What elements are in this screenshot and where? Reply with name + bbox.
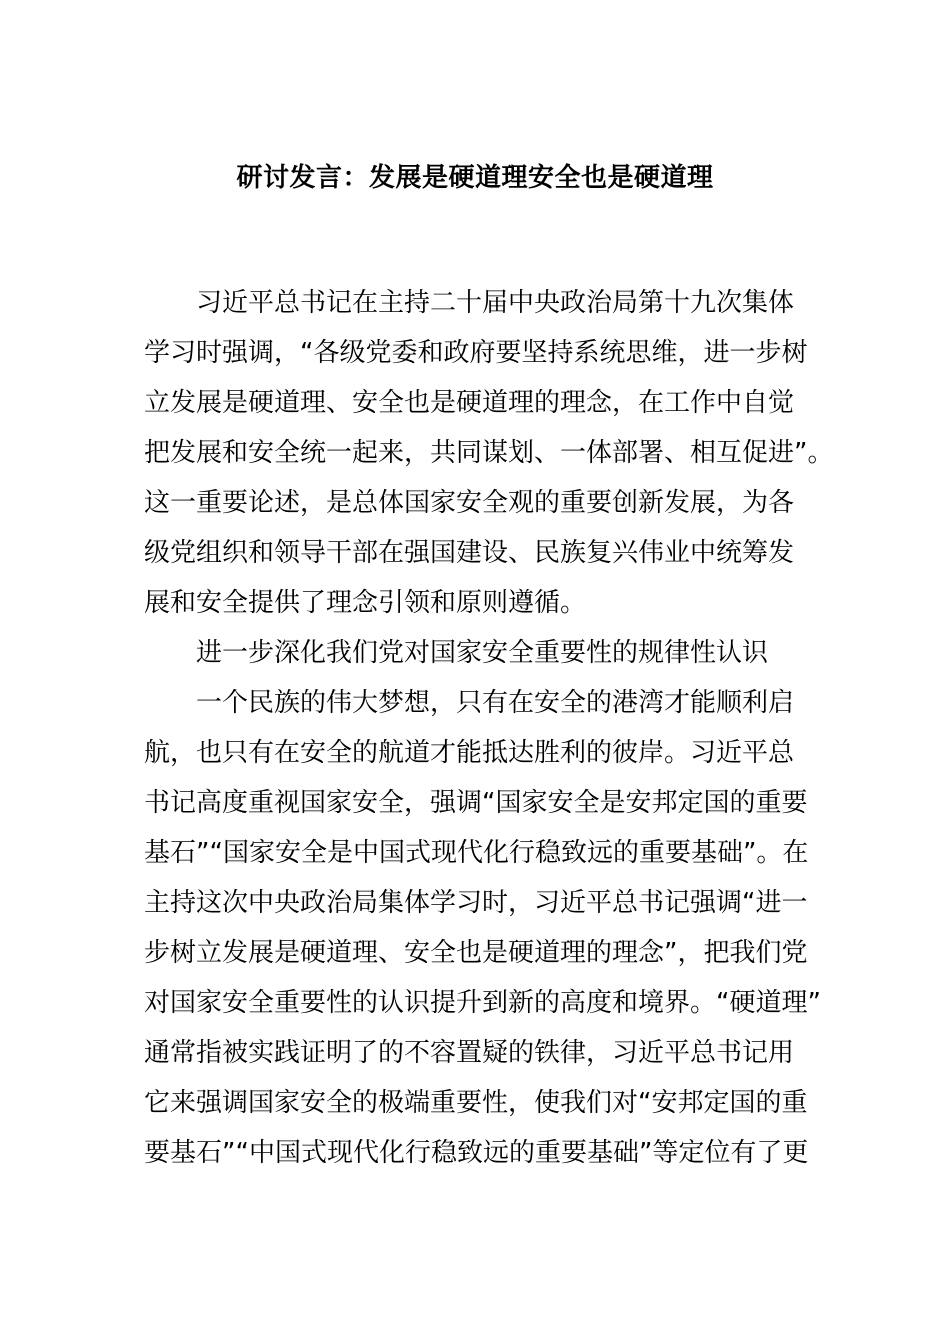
paragraph-line: 它来强调国家安全的极端重要性，使我们对“安邦定国的重 <box>144 1088 808 1118</box>
paragraph-line: 一个民族的伟大梦想，只有在安全的港湾才能顺利启 <box>196 688 795 718</box>
paragraph-line: 习近平总书记在主持二十届中央政治局第十九次集体 <box>196 288 795 318</box>
paragraph-line: 通常指被实践证明了的不容置疑的铁律，习近平总书记用 <box>144 1038 795 1068</box>
paragraph-line: 要基石”“中国式现代化行稳致远的重要基础”等定位有了更 <box>144 1138 809 1168</box>
paragraph-line: 步树立发展是硬道理、安全也是硬道理的理念”，把我们党 <box>144 938 808 968</box>
paragraph-line: 对国家安全重要性的认识提升到新的高度和境界。“硬道理” <box>144 988 821 1018</box>
paragraph-line: 基石”“国家安全是中国式现代化行稳致远的重要基础”。在 <box>144 838 809 868</box>
paragraph-line: 主持这次中央政治局集体学习时，习近平总书记强调“进一 <box>144 888 808 918</box>
paragraph-line: 这一重要论述，是总体国家安全观的重要创新发展，为各 <box>144 488 795 518</box>
paragraph-line: 立发展是硬道理、安全也是硬道理的理念，在工作中自觉 <box>144 388 795 418</box>
section-heading: 进一步深化我们党对国家安全重要性的规律性认识 <box>196 638 769 668</box>
paragraph-line: 级党组织和领导干部在强国建设、民族复兴伟业中统筹发 <box>144 538 795 568</box>
document-body <box>144 278 834 1178</box>
paragraph-line: 学习时强调，“各级党委和政府要坚持系统思维，进一步树 <box>144 338 808 368</box>
document-title: 研讨发言：发展是硬道理安全也是硬道理 <box>236 163 714 193</box>
paragraph-line: 把发展和安全统一起来，共同谋划、一体部署、相互促进”。 <box>144 438 834 468</box>
paragraph-line: 展和安全提供了理念引领和原则遵循。 <box>144 588 587 618</box>
paragraph-line: 书记高度重视国家安全，强调“国家安全是安邦定国的重要 <box>144 788 808 818</box>
paragraph-line: 航，也只有在安全的航道才能抵达胜利的彼岸。习近平总 <box>144 738 795 768</box>
